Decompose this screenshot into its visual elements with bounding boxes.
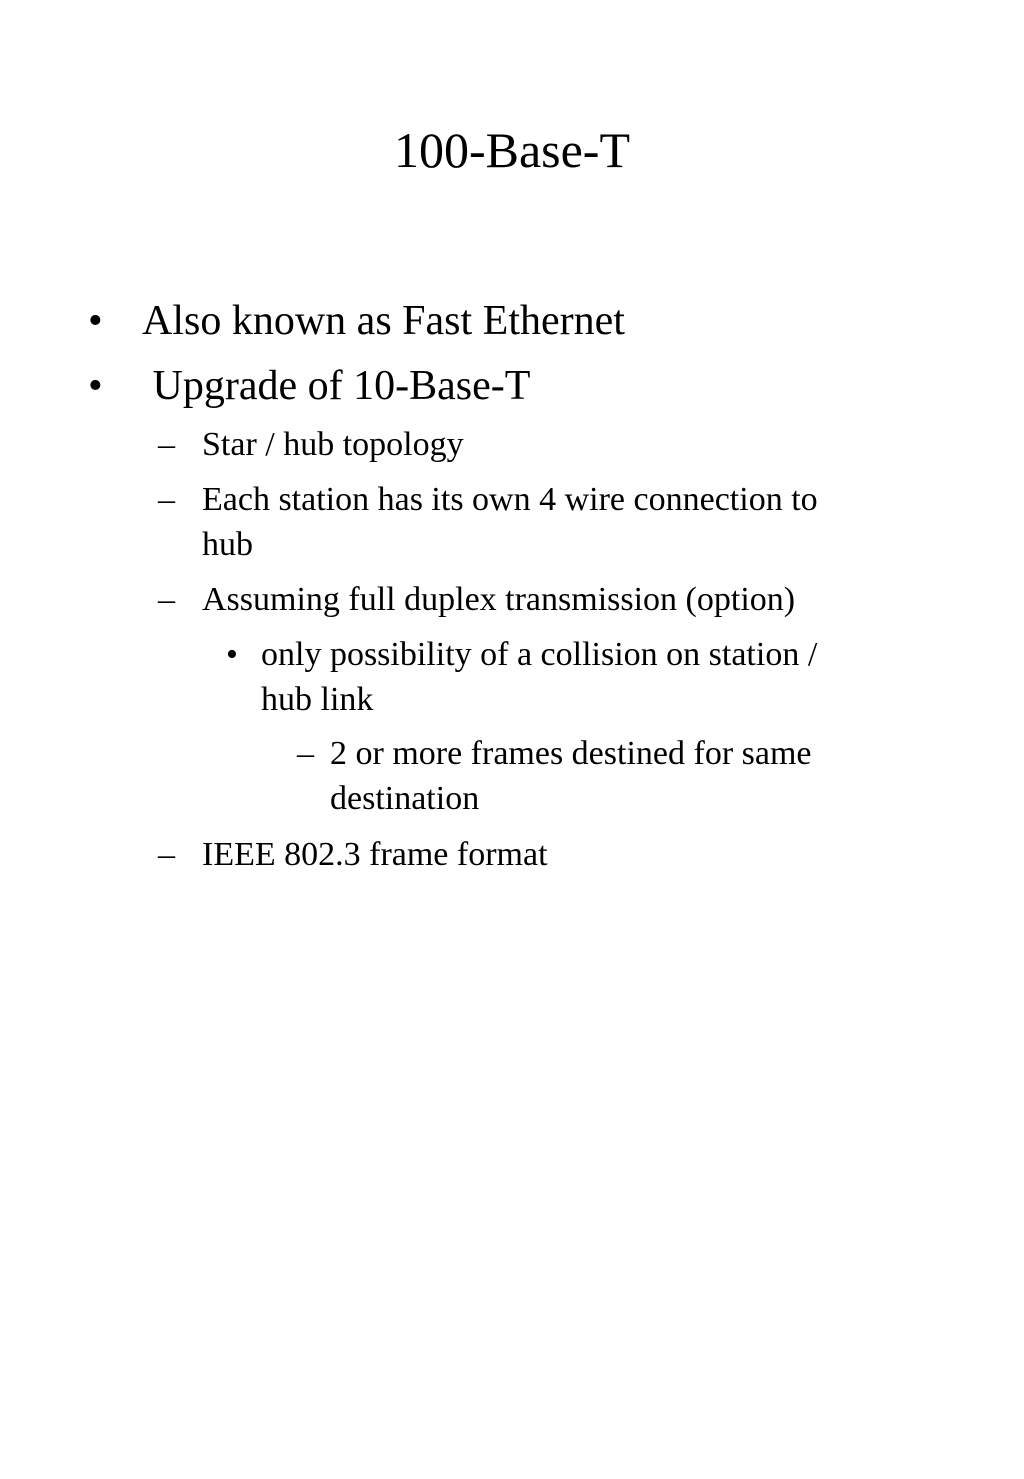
dash-marker: – <box>158 481 175 518</box>
level4-frames-destined <box>0 731 1024 823</box>
bullet-upgrade <box>0 361 1024 411</box>
subbullet-full-duplex <box>0 577 1024 623</box>
subbullet-text: IEEE 802.3 frame format <box>202 836 548 873</box>
subsubbullet-text-line2: hub link <box>261 681 374 718</box>
dash-marker: – <box>297 735 314 772</box>
subbullet-star-topology <box>0 422 1024 468</box>
subsubbullet-text-line1: only possibility of a collision on station / <box>261 636 818 673</box>
bullet-text: Also known as Fast Ethernet <box>142 298 625 344</box>
level4-text-line2: destination <box>330 780 480 817</box>
bullet-marker: • <box>88 298 103 344</box>
subbullet-each-station <box>0 477 1024 569</box>
bullet-marker: • <box>226 636 238 673</box>
subbullet-ieee-format <box>0 832 1024 878</box>
subbullet-text: Star / hub topology <box>202 426 464 463</box>
slide-title: 100-Base-T <box>393 122 631 178</box>
subbullet-text-line1: Each station has its own 4 wire connection to <box>202 481 818 518</box>
subbullet-text: Assuming full duplex transmission (option) <box>202 581 796 618</box>
subbullet-text-line2: hub <box>202 526 253 563</box>
subsubbullet-collision <box>0 632 1024 724</box>
bullet-marker: • <box>88 363 103 409</box>
bullet-also-known <box>0 296 1024 346</box>
level4-text-line1: 2 or more frames destined for same <box>330 735 812 772</box>
dash-marker: – <box>158 836 175 873</box>
bullet-text: Upgrade of 10-Base-T <box>142 363 531 409</box>
dash-marker: – <box>158 581 175 618</box>
dash-marker: – <box>158 426 175 463</box>
